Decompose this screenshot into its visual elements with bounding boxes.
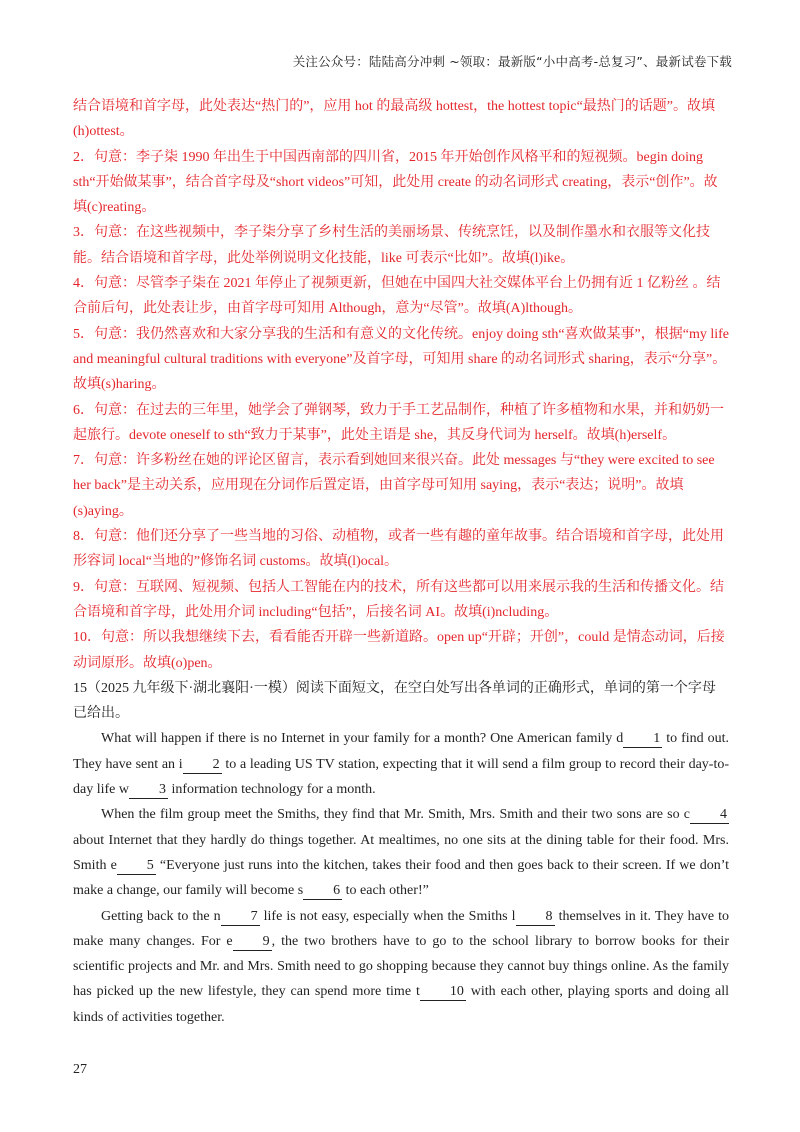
passage-paragraph-3	[73, 904, 729, 1030]
page-content	[73, 94, 729, 1030]
page-header: 关注公众号：陆陆高分冲刺 ~领取：最新版“小中高考-总复习”、最新试卷下载	[292, 54, 732, 69]
answer-explanation-2: 2．句意：李子柒 1990 年出生于中国西南部的四川省，2015 年开始创作风格平和的短视频。begin doing sth“开始做某事”，结合首字母及“short videos”可知，此处用 create 的动名词形式 creating，表示“创作”。故填(c)reating。	[73, 149, 718, 216]
page-number: 27	[73, 1062, 87, 1077]
blank-1[interactable]: 1	[623, 731, 662, 748]
blank-9[interactable]: 9	[233, 934, 272, 951]
blank-4[interactable]: 4	[690, 807, 729, 824]
blank-3[interactable]: 3	[129, 782, 168, 799]
passage-text: What will happen if there is no Internet in your family for a month? One American family d	[101, 731, 624, 747]
passage-text: to find out. They have sent an i	[73, 731, 729, 772]
passage-text: , the two brothers have to go to the school library to borrow books for their scientific projects and Mr. and Mrs. Smith need to go shopping because they cannot buy things online. As the family has picked up the new lifestyle, they can spend more time t	[73, 933, 729, 1000]
passage-paragraph-1	[73, 726, 729, 802]
answer-explanation-10: 10．句意：所以我想继续下去，看看能否开辟一些新道路。open up“开辟；开创”，could 是情态动词，后接动词原形。故填(o)pen。	[73, 630, 725, 671]
answer-explanation-7: 7．句意：许多粉丝在她的评论区留言，表示看到她回来很兴奋。此处 messages 与“they were excited to see her back”是主动关系，应用现在分词作后置定语，由首字母可知用 saying，表示“表达；说明”。故填(s)aying。	[73, 453, 715, 519]
blank-10[interactable]: 10	[420, 984, 466, 1001]
passage-text: themselves in it. They have to make many changes. For e	[73, 908, 729, 949]
answer-explanation-9: 9．句意：互联网、短视频、包括人工智能在内的技术，所有这些都可以用来展示我的生活和传播文化。结合语境和首字母，此处用介词 including“包括”，后接名词 AI。故填(i)ncluding。	[73, 579, 724, 620]
question-intro: 15（2025 九年级下·湖北襄阳·一模）阅读下面短文，在空白处写出各单词的正确形式，单词的第一个字母已给出。	[73, 680, 716, 722]
passage-text: life is not easy, especially when the Smiths l	[259, 908, 516, 924]
answer-explanation-8: 8．句意：他们还分享了一些当地的习俗、动植物，或者一些有趣的童年故事。结合语境和首字母，此处用形容词 local“当地的”修饰名词 customs。故填(l)ocal。	[73, 529, 724, 570]
blank-7[interactable]: 7	[221, 909, 260, 926]
answer-explanation-5: 5．句意：我仍然喜欢和大家分享我的生活和有意义的文化传统。enjoy doing sth“喜欢做某事”，根据“my life and meaningful cultural traditions with everyone”及首字母，可知用 share 的动名词形式 sharing，表示“分享”。故填(s)haring。	[73, 326, 730, 393]
passage-paragraph-2	[73, 802, 729, 903]
passage-text: Getting back to the n	[101, 908, 221, 924]
answer-explanation-3: 3．句意：在这些视频中，李子柒分享了乡村生活的美丽场景、传统烹饪，以及制作墨水和衣服等文化技能。结合语境和首字母，此处举例说明文化技能，like 可表示“比如”。故填(l)ike。	[73, 225, 710, 266]
answer-explanation-6: 6．句意：在过去的三年里，她学会了弹钢琴，致力于手工艺品制作，种植了许多植物和水果，并和奶奶一起旅行。devote oneself to sth“致力于某事”，此处主语是 she，其反身代词为 herself。故填(h)erself。	[73, 402, 724, 443]
blank-5[interactable]: 5	[117, 858, 156, 875]
blank-6[interactable]: 6	[303, 883, 342, 900]
passage-text: “Everyone just runs into the kitchen, takes their food and then goes back to their screen. If we don’t make a change, our family will become s	[73, 857, 729, 899]
passage-text: to each other!”	[342, 883, 429, 899]
answer-explanation-4: 4．句意：尽管李子柒在 2021 年停止了视频更新，但她在中国四大社交媒体平台上仍拥有近 1 亿粉丝 。结合前后句，此处表让步，由首字母可知用 Although，意为“尽管”。故填(A)lthough。	[73, 276, 721, 317]
passage-text: about Internet that they hardly do things together. At mealtimes, no one sits at the dining table for their food. Mrs. Smith e	[73, 832, 729, 873]
blank-8[interactable]: 8	[516, 909, 555, 926]
passage-text: to a leading US TV station, expecting that it will send a film group to record their day-to-day life w	[73, 756, 729, 798]
passage-text: When the film group meet the Smiths, they find that Mr. Smith, Mrs. Smith and their two sons are so c	[101, 807, 690, 823]
passage-text: with each other, playing sports and doing all kinds of activities together.	[73, 984, 729, 1025]
passage-text: information technology for a month.	[167, 782, 376, 798]
blank-2[interactable]: 2	[183, 757, 222, 774]
answer-explanation-1: 结合语境和首字母，此处表达“热门的”，应用 hot 的最高级 hottest，the hottest topic“最热门的话题”。故填(h)ottest。	[73, 99, 716, 140]
